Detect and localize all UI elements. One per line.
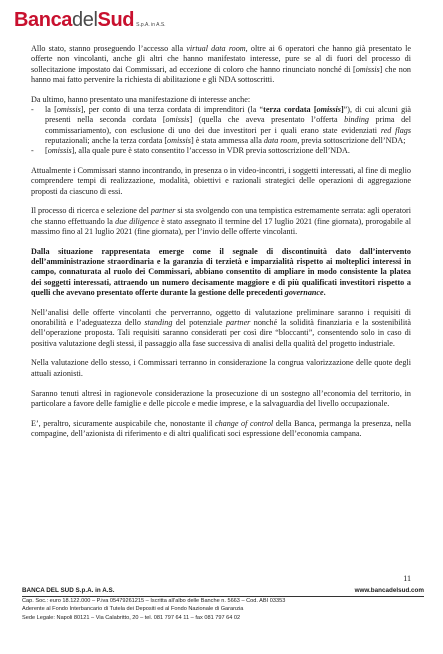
paragraph-timeline: Il processo di ricerca e selezione del partner si sta svolgendo con una tempistica estremamente serrata: agli operatori che stanno effettuando la due diligence è stato assegnato il termine del 17 luglio 2021 (fine giornata), prorogabile al massimo fino al 21 luglio 2021 (fine giornata), per l’invio delle offerte vincolanti. [31,206,412,236]
logo-del: del [72,9,98,31]
paragraph-change-of-control: E’, peraltro, sicuramente auspicabile che, nonostante il change of control della Banca, permanga la presenza, nella compagine, dell’azionista di riferimento e di altri qualificati soci espressione dell’economia campana. [31,418,411,438]
paragraph-discontinuity: Dalla situazione rappresentata emerge come il segnale di discontinuità dato dall’intervento dell’amministrazione straordinaria e la garanzia di terzietà e imparzialità rispetto ai molteplici interessi in campo, connaturata al ruolo dei Commissari, abbiano consentito di ampliare in modo consistente la platea dei soggetti interessati, attraendo un numero decisamente maggiore e di più qualificati investitori rispetto a quelli che avevano presentato offerte durante la gestione delle precedenti governance. [31,246,411,297]
footer-capital-info: Cap. Soc.: euro 18.122.000 – P.iva 05479261215 – Iscritta all’albo delle Banche n. 5663 – Cod. ABI 03353 [22,598,286,604]
list-item: - [omissis], alla quale pure è stato consentito l’accesso in VDR previa sottoscrizione dell’NDA. [31,146,350,156]
footer-website[interactable]: www.bancadelsud.com [354,587,424,594]
paragraph-territory-support: Saranno tenuti altresì in ragionevole considerazione la prosecuzione di un sostegno all’economia del territorio, in particolare a favore delle famiglie e delle piccole e medie imprese, e la salvaguardia del livello occupazionale. [31,388,411,408]
paragraph-shareholder-value: Nella valutazione dello stesso, i Commissari terranno in considerazione la congrua valorizzazione delle quote degli attuali azionisti. [31,358,411,378]
list-item: - la [omissis], per conto di una terza cordata di imprenditori (la “terza cordata [omissis]”), di cui alcuni già presenti nella seconda cordata [omissis] (quella che aveva presentato l’offerta binding prima del commissariamento), con esclusione di uno dei due investitori per i quali erano state evidenziati red flags reputazionali; anche la terza cordata [omissis] è stata ammessa alla data room, previa sottoscrizione dell’NDA; [31,104,411,145]
paragraph-meetings: Attualmente i Commissari stanno incontrando, in presenza o in video-incontri, i soggetti interessati, al fine di meglio comprendere tempi di realizzazione, modalità, obiettivi e razionali strategici delle operazioni di aggregazione proposti da ciascuno di essi. [31,165,411,196]
paragraph-vdr-access: Allo stato, stanno proseguendo l’accesso alla virtual data room, oltre ai 6 operatori che hanno già presentato le offerte non vincolanti, anche gli altri che hanno manifestato interesse, pure se al di fuori del processo di sollecitazione impostato dai Commissari, ad eccezione di coloro che hanno rinunciato nonché di [omissis] che non hanno mai fatto pervenire la richiesta di abilitazione e gli NDA sottoscritti. [31,44,411,84]
paragraph-interest-manifestations [31,95,411,157]
page-number: 11 [403,574,411,583]
logo-subtitle: S.p.A. in A.S. [136,22,166,28]
document-body [31,44,411,449]
footer-company: BANCA DEL SUD S.p.A. in A.S. [22,587,115,594]
bank-logo [14,9,166,31]
logo-banca: Banca [14,9,73,31]
logo-sud: Sud [97,9,135,31]
interest-list [31,105,411,156]
footer-fund-info: Aderente al Fondo Interbancario di Tutela dei Depositi ed al Fondo Nazionale di Garanzia [22,606,244,613]
footer-address: Sede Legale: Napoli 80121 – Via Calabritto, 20 – tel. 081 797 64 11 – fax 081 797 64 02 [22,614,241,621]
page-footer [22,587,424,622]
interest-intro: Da ultimo, hanno presentato una manifestazione di interesse anche: [31,94,251,104]
footer-header [22,587,424,597]
paragraph-evaluation-criteria: Nell’analisi delle offerte vincolanti che perverranno, oggetto di valutazione preliminare saranno i requisiti di onorabilità e l’adeguatezza dello standing del potenziale partner nonché la solidità finanziaria e la sostenibilità dell’operazione proposta. Tali requisiti saranno considerati per così dire “bloccanti”, consentendo solo in caso di positiva valutazione degli stessi, il passaggio alla fase successiva di analisi della qualità del progetto industriale. [31,307,412,348]
